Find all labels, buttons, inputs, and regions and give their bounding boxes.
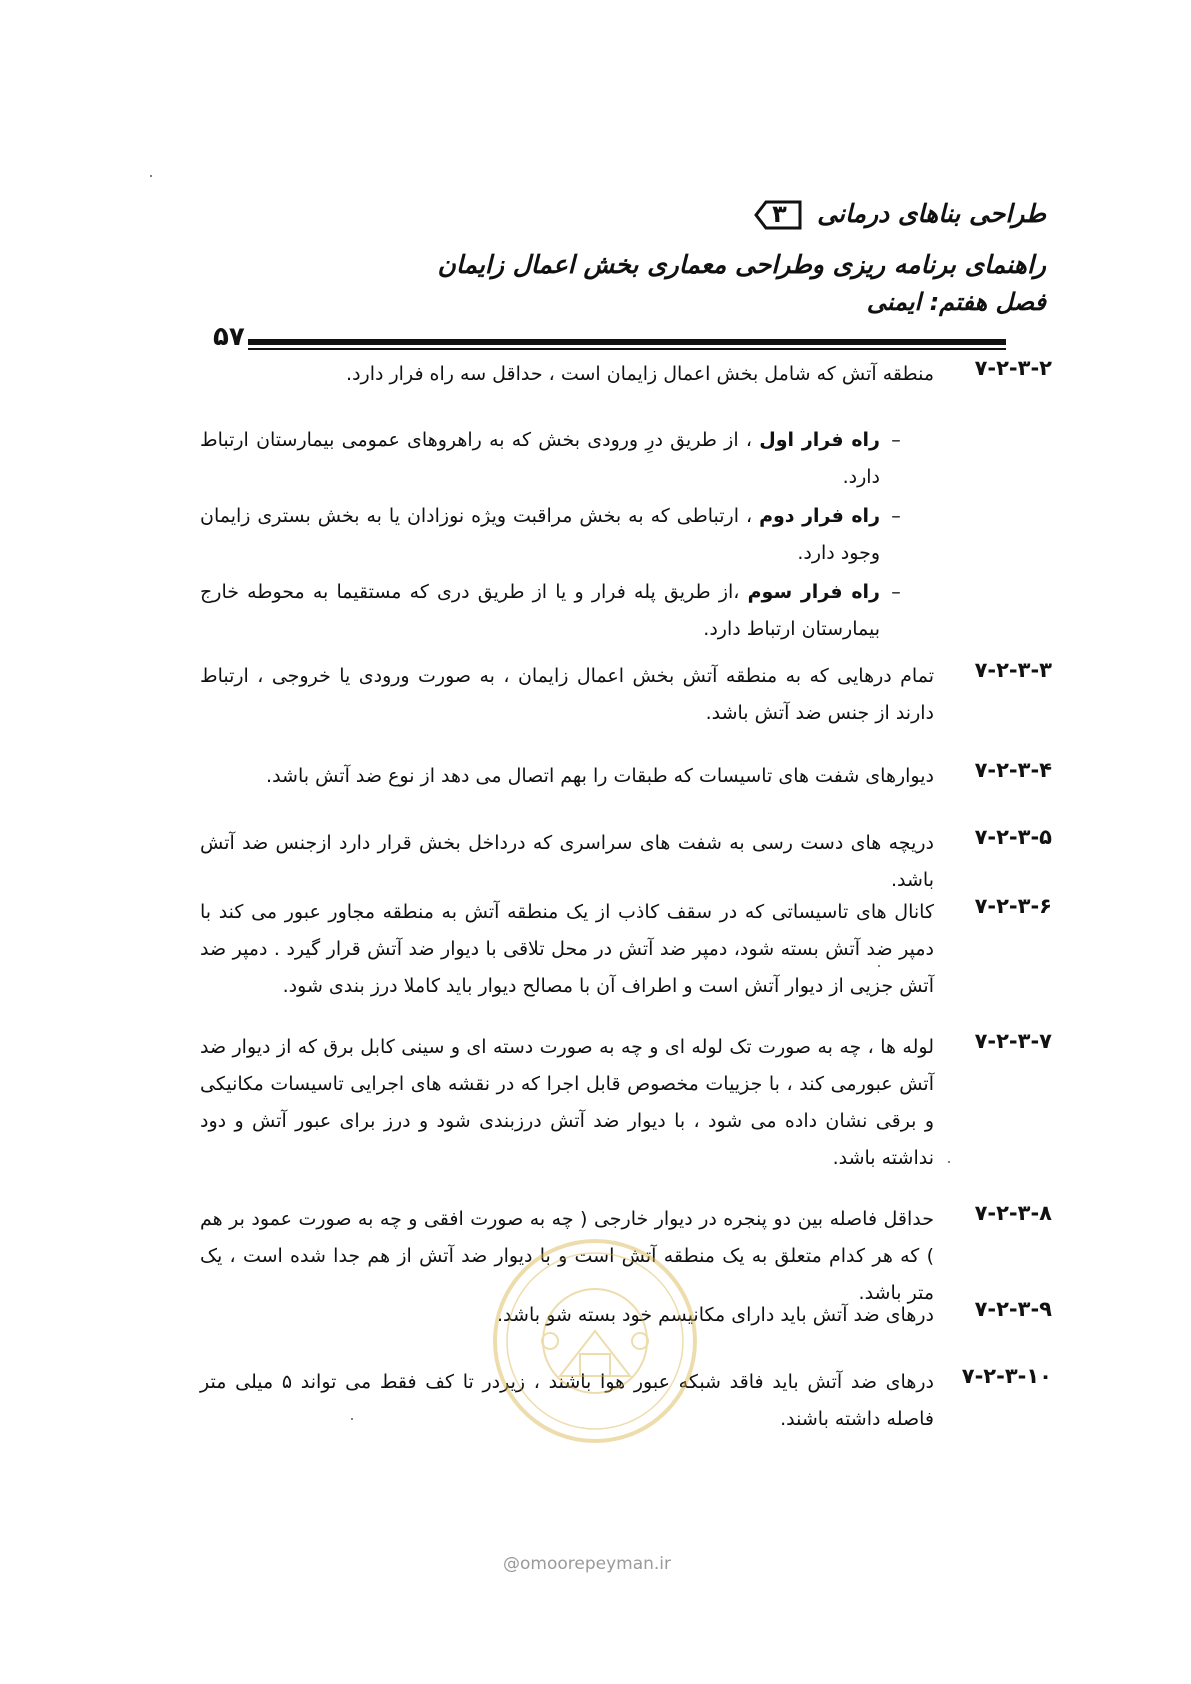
section-number: ۷-۲-۳-۷ (974, 1029, 1052, 1053)
bullet-dash: – (891, 505, 901, 527)
section-text: درهای ضد آتش باید دارای مکانیسم خود بسته شو باشد. (497, 1304, 934, 1326)
section-number: ۷-۲-۳-۱۰ (961, 1364, 1052, 1388)
section-7-2-3-6 (200, 894, 1052, 1005)
watermark-site: @omoorepeyman.ir (503, 1554, 672, 1574)
section-number: ۷-۲-۳-۴ (974, 758, 1052, 782)
section-text: درهای ضد آتش باید فاقد شبکه عبور هوا باشند ، زیردر تا کف فقط می تواند ۵ میلی متر فاصله داشته باشند. (200, 1371, 935, 1430)
scan-speck (878, 965, 880, 967)
header-rule-thin (248, 348, 1006, 350)
section-7-2-3-3 (200, 658, 1052, 732)
header-rule (248, 339, 1006, 345)
bullet-dash: – (891, 429, 901, 451)
scan-speck (351, 1418, 353, 1420)
section-number: ۷-۲-۳-۳ (974, 658, 1052, 682)
section-text: دریچه های دست رسی به شفت های سراسری که درداخل بخش قرار دارد ازجنس ضد آتش باشد. (200, 832, 934, 891)
list-item (200, 422, 912, 496)
section-text: منطقه آتش که شامل بخش اعمال زایمان است ، حداقل سه راه فرار دارد. (346, 363, 934, 385)
route-label: راه فرار سوم (747, 581, 880, 603)
section-7-2-3-4 (200, 758, 1052, 795)
escape-routes-list (200, 422, 912, 650)
chapter-title: فصل هفتم: ایمنی (866, 288, 1046, 316)
volume-number: ۳ (772, 200, 787, 228)
book-title (750, 197, 1046, 233)
section-number: ۷-۲-۳-۸ (974, 1201, 1052, 1225)
section-text: کانال های تاسیساتی که در سقف کاذب از یک منطقه آتش به منطقه مجاور عبور می کند با دمپر ضد آتش بسته شود، دمپر ضد آتش در محل تلاقی با دیوار ضد آتش قرار گیرد . دمپر ضد آتش جزیی از دیوار آتش است و اطراف آن با مصالح دیوار باید کاملا درز بندی شود. (200, 901, 934, 997)
section-number: ۷-۲-۳-۹ (974, 1297, 1052, 1321)
page-number: ۵۷ (213, 322, 245, 352)
section-text: تمام درهایی که به منطقه آتش بخش اعمال زایمان ، به صورت ورودی یا خروجی ، ارتباط دارند از جنس ضد آتش باشد. (200, 665, 934, 724)
section-7-2-3-7 (200, 1029, 1052, 1177)
route-text: ، ارتباطی که به بخش مراقبت ویژه نوزادان یا به بخش بستری زایمان وجود دارد. (200, 505, 880, 564)
volume-badge (752, 197, 806, 233)
book-title-text: طراحی بناهای درمانی (817, 199, 1046, 228)
section-number: ۷-۲-۳-۲ (974, 356, 1052, 380)
scan-speck (948, 1161, 950, 1163)
section-text: لوله ها ، چه به صورت تک لوله ای و چه به صورت دسته ای و سینی کابل برق که از دیوار ضد آتش عبورمی کند ، با جزییات مخصوص قابل اجرا که در نقشه های اجرایی تاسیسات مکانیکی و برقی نشان داده می شود ، با دیوار ضد آتش درزبندی شود و درز برای عبور آتش و دود نداشته باشد. (200, 1036, 934, 1169)
route-label: راه فرار اول (759, 429, 880, 451)
scan-speck (150, 175, 152, 177)
route-text: ، از طریق درِ ورودی بخش که به راهروهای عمومی بیمارستان ارتباط دارد. (200, 429, 880, 488)
section-7-2-3-2 (200, 356, 1052, 393)
section-number: ۷-۲-۳-۶ (974, 894, 1052, 918)
list-item (200, 498, 912, 572)
bullet-dash: – (891, 581, 901, 603)
section-text: دیوارهای شفت های تاسیسات که طبقات را بهم اتصال می دهد از نوع ضد آتش باشد. (266, 765, 934, 787)
section-7-2-3-5 (200, 825, 1052, 899)
section-text: حداقل فاصله بین دو پنجره در دیوار خارجی ( چه به صورت افقی و چه به صورت عمود بر هم ) که هر کدام متعلق به یک منطقه آتش است و با دیوار ضد آتش از هم جدا شده است ، یک متر باشد. (200, 1208, 934, 1304)
list-item (200, 574, 912, 648)
guide-title: راهنمای برنامه ریزی وطراحی معماری بخش اعمال زایمان (437, 250, 1046, 279)
watermark-seal-icon (490, 1236, 700, 1446)
route-label: راه فرار دوم (759, 505, 881, 527)
route-text: ،از طریق پله فرار و یا از طریق دری که مستقیما به محوطه خارج بیمارستان ارتباط دارد. (200, 581, 880, 640)
section-number: ۷-۲-۳-۵ (974, 825, 1052, 849)
